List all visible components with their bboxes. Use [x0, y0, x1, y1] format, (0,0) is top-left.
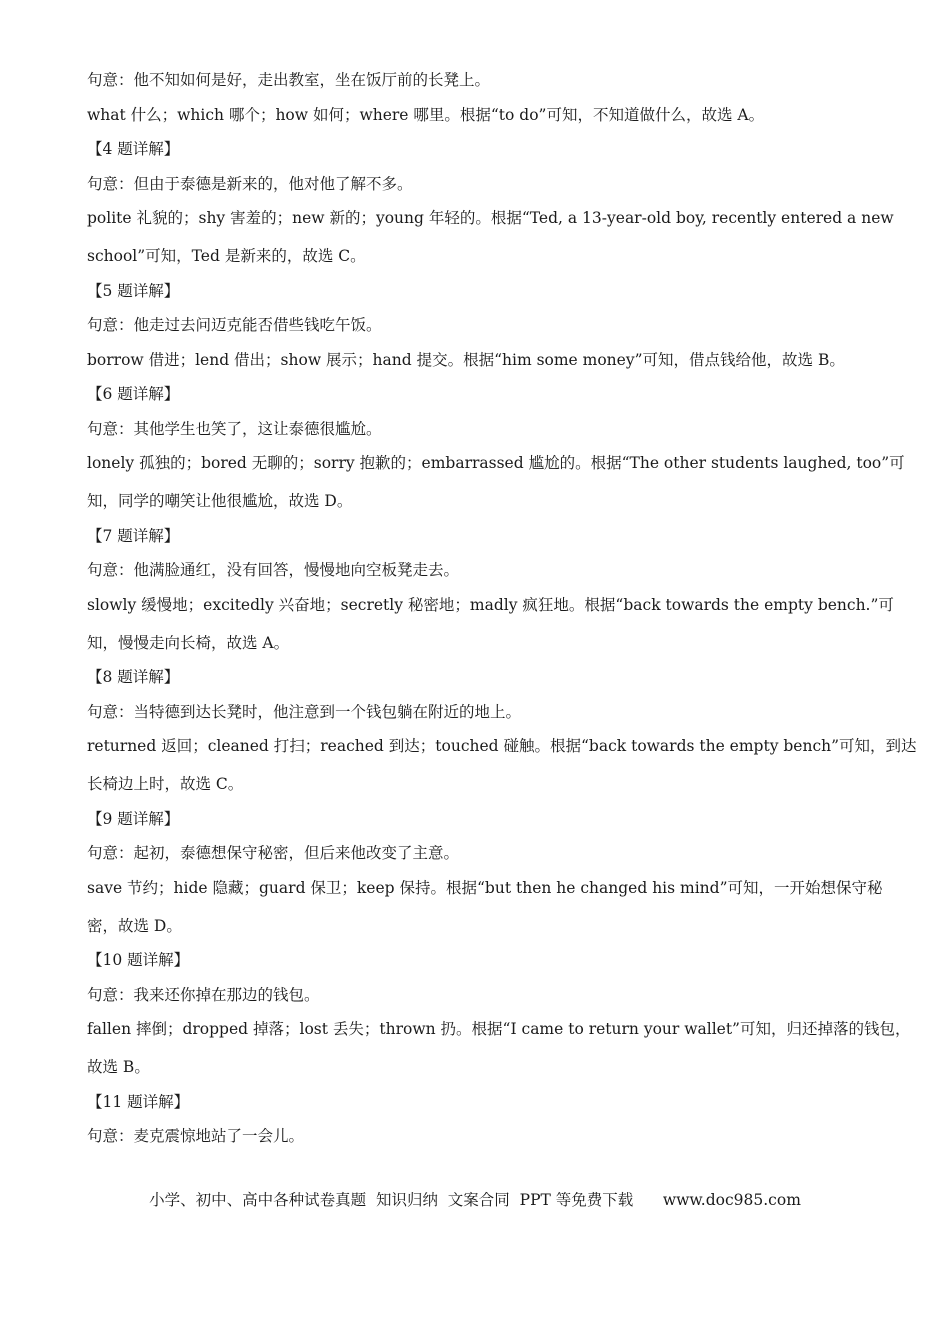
text-line: 故选 B。	[87, 1058, 150, 1076]
text-line: 句意：起初，泰德想保守秘密，但后来他改变了主意。	[87, 844, 460, 862]
text-line: borrow 借进；lend 借出；show 展示；hand 提交。根据“him some money”可知，借点钱给他，故选 B。	[87, 350, 845, 369]
text-line: 句意：他走过去问迈克能否借些钱吃午饭。	[87, 316, 382, 334]
question-heading: 【5 题详解】	[87, 281, 180, 300]
question-heading: 【8 题详解】	[87, 668, 180, 686]
text-line: 句意：他满脸通红，没有回答，慢慢地向空板凳走去。	[87, 561, 460, 579]
text-line: 知，同学的嘲笑让他很尴尬，故选 D。	[87, 492, 353, 510]
question-heading: 【6 题详解】	[87, 385, 180, 403]
text-line: slowly 缓慢地；excitedly 兴奋地；secretly 秘密地；madly 疯狂地。根据“back towards the empty bench.”可	[87, 595, 894, 614]
text-line: what 什么；which 哪个；how 如何；where 哪里。根据“to do”可知，不知道做什么，故选 A。	[87, 105, 765, 124]
question-heading: 【11 题详解】	[87, 1092, 190, 1111]
text-line: 知，慢慢走向长椅，故选 A。	[87, 633, 290, 652]
page-footer: 小学、初中、高中各种试卷真题 知识归纳 文案合同 PPT 等免费下载 www.doc985.com	[149, 1191, 801, 1209]
text-line: lonely 孤独的；bored 无聊的；sorry 抱歉的；embarrassed 尴尬的。根据“The other students laughed, too”可	[87, 454, 905, 472]
text-line: school”可知，Ted 是新来的，故选 C。	[87, 247, 366, 265]
text-line: 句意：但由于泰德是新来的，他对他了解不多。	[87, 174, 413, 193]
question-heading: 【4 题详解】	[87, 140, 180, 158]
text-line: 句意：我来还你掉在那边的钱包。	[87, 985, 320, 1004]
text-line: returned 返回；cleaned 打扫；reached 到达；touched 碰触。根据“back towards the empty bench”可知，到达	[87, 737, 917, 755]
text-line: 句意：其他学生也笑了，这让泰德很尴尬。	[87, 419, 382, 438]
question-heading: 【9 题详解】	[87, 809, 180, 828]
text-line: polite 礼貌的；shy 害羞的；new 新的；young 年轻的。根据“Ted, a 13-year-old boy, recently entered a new	[87, 209, 894, 227]
question-heading: 【7 题详解】	[87, 526, 180, 545]
text-line: 密，故选 D。	[87, 916, 182, 935]
text-line: 句意：他不知如何是好，走出教室，坐在饭厅前的长凳上。	[87, 71, 491, 89]
document-body	[87, 70, 917, 1146]
text-line: fallen 摔倒；dropped 掉落；lost 丢失；thrown 扔。根据“I came to return your wallet”可知，归还掉落的钱包，	[87, 1020, 911, 1038]
text-line: 长椅边上时，故选 C。	[87, 775, 244, 793]
question-heading: 【10 题详解】	[87, 951, 190, 969]
text-line: 句意：当特德到达长凳时，他注意到一个钱包躺在附近的地上。	[87, 702, 522, 721]
text-line: 句意：麦克震惊地站了一会儿。	[87, 1127, 305, 1145]
text-line: save 节约；hide 隐藏；guard 保卫；keep 保持。根据“but then he changed his mind”可知，一开始想保守秘	[87, 878, 883, 897]
